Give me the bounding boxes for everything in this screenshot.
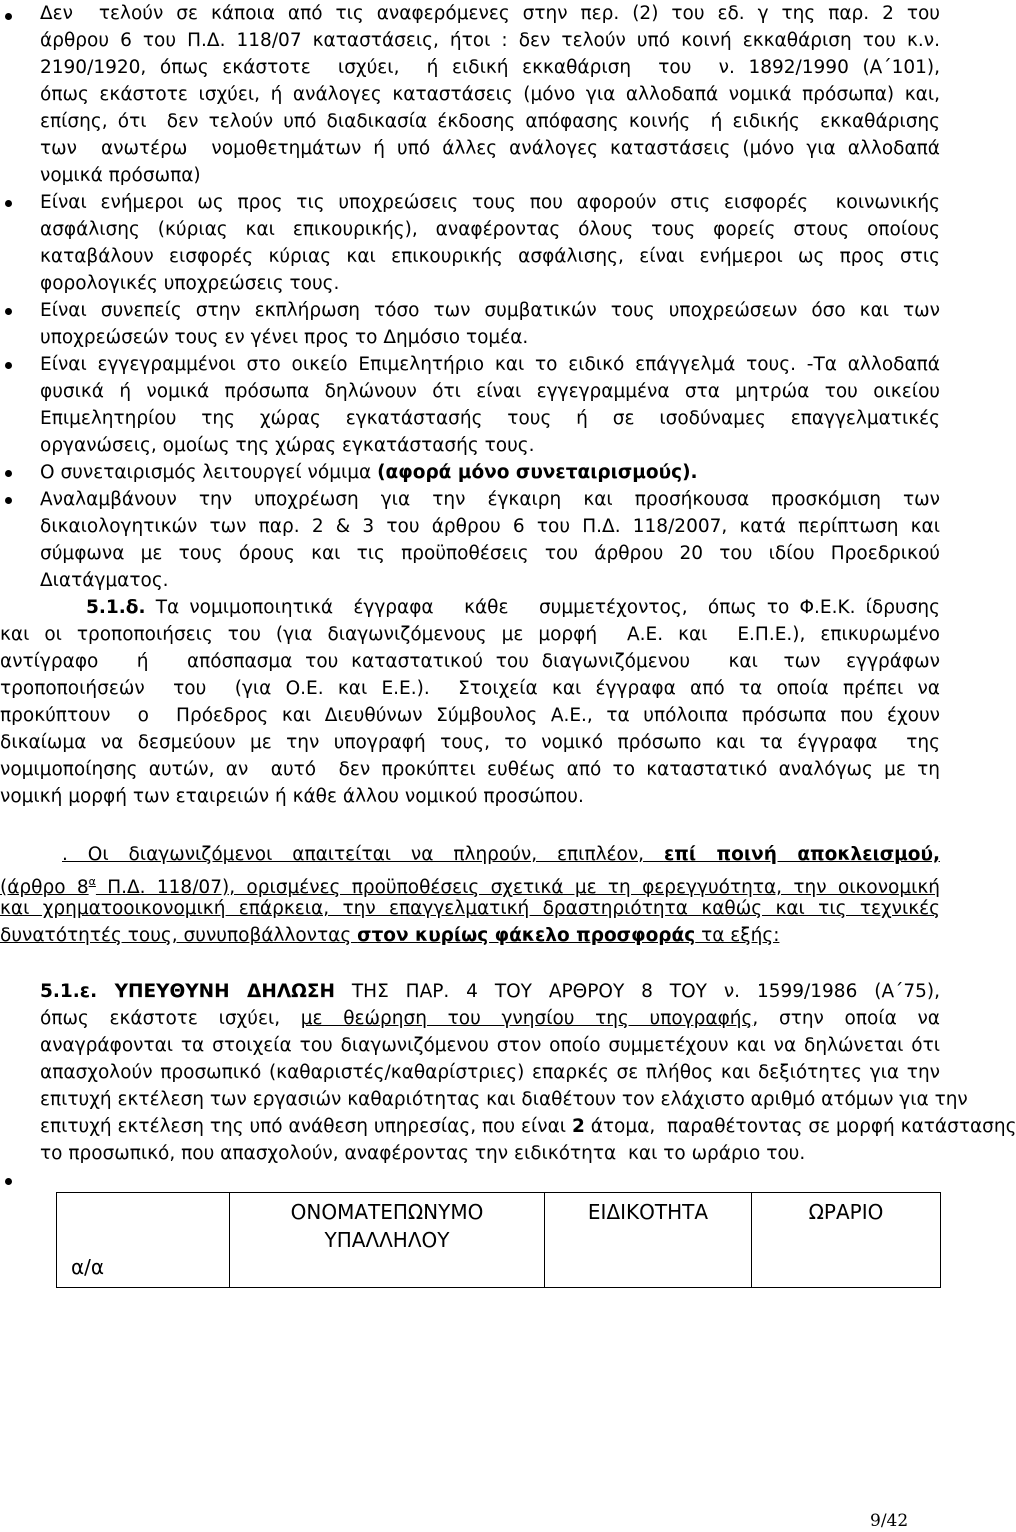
bullet-5 [5, 470, 12, 477]
section-heading: 5.1.ε. ΥΠΕΥΘΥΝΗ ΔΗΛΩΣΗ [40, 981, 335, 1002]
text-line: καταβάλουν εισφορές κύριας και επικουρικής ασφάλισης, είναι ενήμεροι ως προς στις [40, 246, 940, 267]
text-line: νομιμοποίησης αυτών, αν αυτό δεν προκύπτει ευθέως από το καταστατικό αναλόγως με τη [0, 759, 940, 780]
bold-text: (αφορά μόνο συνεταιρισμούς) [377, 462, 691, 483]
text-run: , στην οποία να [752, 1008, 940, 1029]
text-line [40, 461, 698, 485]
bold-underlined-text: επί ποινή αποκλεισμού, [663, 844, 940, 865]
text-line: σύμφωνα με τους όρους και τις προϋποθέσεις του άρθρου 20 του ιδίου Προεδρικού [40, 543, 940, 564]
text-line: υποχρεώσεών τους εν γένει προς το Δημόσιο τομέα. [40, 327, 529, 348]
text-line: όπως εκάστοτε ισχύει, ή ανάλογες καταστάσεις (μόνο για αλλοδαπά νομικά πρόσωπα) και, [40, 84, 940, 105]
column-header-aa: α/α [71, 1255, 105, 1279]
table-cell-aa [57, 1193, 230, 1288]
underlined-text: δυνατότητές τους, συνυποβάλλοντας [0, 925, 358, 946]
bullet-7 [5, 1178, 12, 1185]
bullet-6 [5, 497, 12, 504]
text-run: άτομα, παραθέτοντας σε μορφή κατάστασης [584, 1116, 1016, 1137]
text-line: νομικά πρόσωπα) [40, 165, 201, 186]
text-run: Ο συνεταιρισμός λειτουργεί νόμιμα [40, 462, 378, 483]
bullet-1 [5, 13, 12, 20]
column-header-name-line2: ΥΠΑΛΛΗΛΟΥ [324, 1228, 450, 1252]
text-line: τροποποιήσεών του (για Ο.Ε. και Ε.Ε.). Στοιχεία και έγγραφα από τα οποία πρέπει να [0, 678, 940, 699]
text-run: όπως εκάστοτε ισχύει, [40, 1008, 301, 1029]
text-line: άρθρου 6 του Π.Δ. 118/07 καταστάσεις, ήτοι : δεν τελούν υπό κοινή εκκαθάριση του κ.ν. [40, 30, 940, 51]
text-line: και χρηματοοικονομική επάρκεια, την επαγγελματική δραστηριότητα καθώς και τις τεχνικές [0, 898, 940, 919]
column-header-specialty: ΕΙΔΙΚΟΤΗΤΑ [587, 1200, 709, 1224]
text-run: . [690, 462, 698, 483]
bullet-4 [5, 362, 12, 369]
text-line: επιτυχή εκτέλεση των εργασιών καθαριότητας και διαθέτουν τον ελάχιστο αριθμό ατόμων για την [40, 1089, 968, 1110]
text-line: Αναλαμβάνουν την υποχρέωση για την έγκαιρη και προσήκουσα προσκόμιση των [40, 489, 940, 510]
text-line: επίσης, ότι δεν τελούν υπό διαδικασία έκδοσης απόφασης κοινής ή ειδικής εκκαθάρισης [40, 111, 940, 132]
text-line: δικαιολογητικών των παρ. 2 & 3 του άρθρου 6 του Π.Δ. 118/2007, κατά περίπτωση και [40, 516, 940, 537]
text-run: επιτυχή εκτέλεση της υπό ανάθεση υπηρεσίας, που είναι [40, 1116, 572, 1137]
text-line: Διατάγματος. [40, 570, 169, 591]
text-line: ασφάλισης (κύριας και επικουρικής), αναφέροντας όλους τους φορείς στους οποίους [40, 219, 940, 240]
text-line: προκύπτουν ο Πρόεδρος και Διευθύνων Σύμβουλος Α.Ε., τα υπόλοιπα πρόσωπα που έχουν [0, 705, 940, 726]
text-line: Είναι συνεπείς στην εκπλήρωση τόσο των συμβατικών τους υποχρεώσεων όσο και των [40, 300, 940, 321]
text-run: ΤΗΣ ΠΑΡ. 4 ΤΟΥ ΑΡΘΡΟΥ 8 ΤΟΥ ν. 1599/1986 (Α΄75), [335, 981, 940, 1002]
text-line: νομική μορφή των εταιρειών ή κάθε άλλου νομικού προσώπου. [0, 786, 584, 807]
superscript: α [88, 875, 96, 888]
bold-underlined-text: στον κυρίως φάκελο προσφοράς [357, 925, 696, 946]
staff-table [56, 1192, 941, 1288]
text-line [40, 1007, 940, 1031]
table-row [57, 1193, 941, 1288]
page-number: 9/42 [870, 1511, 909, 1531]
text-line: Δεν τελούν σε κάποια από τις αναφερόμενες στην περ. (2) του εδ. γ της παρ. 2 του [40, 3, 940, 24]
underlined-text: τα εξής: [695, 925, 780, 946]
text-line: αντίγραφο ή απόσπασμα του καταστατικού του διαγωνιζόμενου και των εγγράφων [0, 651, 940, 672]
text-line: των ανωτέρω νομοθετημάτων ή υπό άλλες ανάλογες καταστάσεις (μόνο για αλλοδαπά [40, 138, 940, 159]
section-number: 5.1.δ. [86, 597, 146, 618]
text-line: και οι τροποποιήσεις του (για διαγωνιζόμενους με μορφή Α.Ε. και Ε.Π.Ε.), επικυρωμένο [0, 624, 940, 645]
text-line: 2190/1920, όπως εκάστοτε ισχύει, ή ειδική εκκαθάριση του ν. 1892/1990 (Α΄101), [40, 57, 940, 78]
text-line: δικαίωμα να δεσμεύουν με την υπογραφή τους, το νομικό πρόσωπο και τα έγγραφα της [0, 732, 940, 753]
underlined-text: . Οι διαγωνιζόμενοι απαιτείται να πληρούν, επιπλέον, [62, 844, 664, 865]
bullet-3 [5, 308, 12, 315]
text-run: Τα νομιμοποιητικά έγγραφα κάθε συμμετέχοντος, όπως το Φ.Ε.Κ. ίδρυσης [145, 597, 940, 618]
text-line: το προσωπικό, που απασχολούν, αναφέροντας την ειδικότητα και το ωράριο του. [40, 1143, 806, 1164]
text-line [86, 596, 940, 620]
underlined-text: (άρθρο 8 [0, 877, 89, 898]
text-line: Επιμελητηρίου της χώρας εγκατάστασής τους ή σε ισοδύναμες επαγγελματικές [40, 408, 940, 429]
underlined-text: Π.Δ. 118/07), ορισμένες προϋποθέσεις σχετικά με τη φερεγγυότητα, την οικονομική [95, 877, 941, 898]
underlined-text: με θεώρηση του γνησίου της υπογραφής [300, 1008, 753, 1029]
table-cell-hours [752, 1193, 941, 1288]
column-header-hours: ΩΡΑΡΙΟ [808, 1200, 884, 1224]
bullet-2 [5, 200, 12, 207]
column-header-name: ΟΝΟΜΑΤΕΠΩΝΥΜΟ [290, 1200, 484, 1224]
text-line [62, 843, 940, 867]
bold-text: 2 [571, 1116, 585, 1137]
table-cell-name [230, 1193, 545, 1288]
text-line: Είναι εγγεγραμμένοι στο οικείο Επιμελητήριο και το ειδικό επάγγελμά τους. -Τα αλλοδαπά [40, 354, 940, 375]
text-line: φυσικά ή νομικά πρόσωπα δηλώνουν ότι είναι εγγεγραμμένα στα μητρώα του οικείου [40, 381, 940, 402]
text-line [40, 1115, 1016, 1139]
text-line [40, 980, 940, 1004]
text-line: απασχολούν προσωπικό (καθαριστές/καθαρίστριες) επαρκές σε πλήθος και δεξιότητες για την [40, 1062, 940, 1083]
text-line [0, 870, 940, 900]
table-cell-specialty [545, 1193, 752, 1288]
text-line [0, 924, 779, 948]
text-line: φορολογικές υποχρεώσεις τους. [40, 273, 340, 294]
text-line: αναγράφονται τα στοιχεία του διαγωνιζόμενου στον οποίο συμμετέχουν και να δηλώνεται ότι [40, 1035, 940, 1056]
text-line: οργανώσεις, ομοίως της χώρας εγκατάστασής τους. [40, 435, 535, 456]
text-line: Είναι ενήμεροι ως προς τις υποχρεώσεις τους που αφορούν στις εισφορές κοινωνικής [40, 192, 940, 213]
